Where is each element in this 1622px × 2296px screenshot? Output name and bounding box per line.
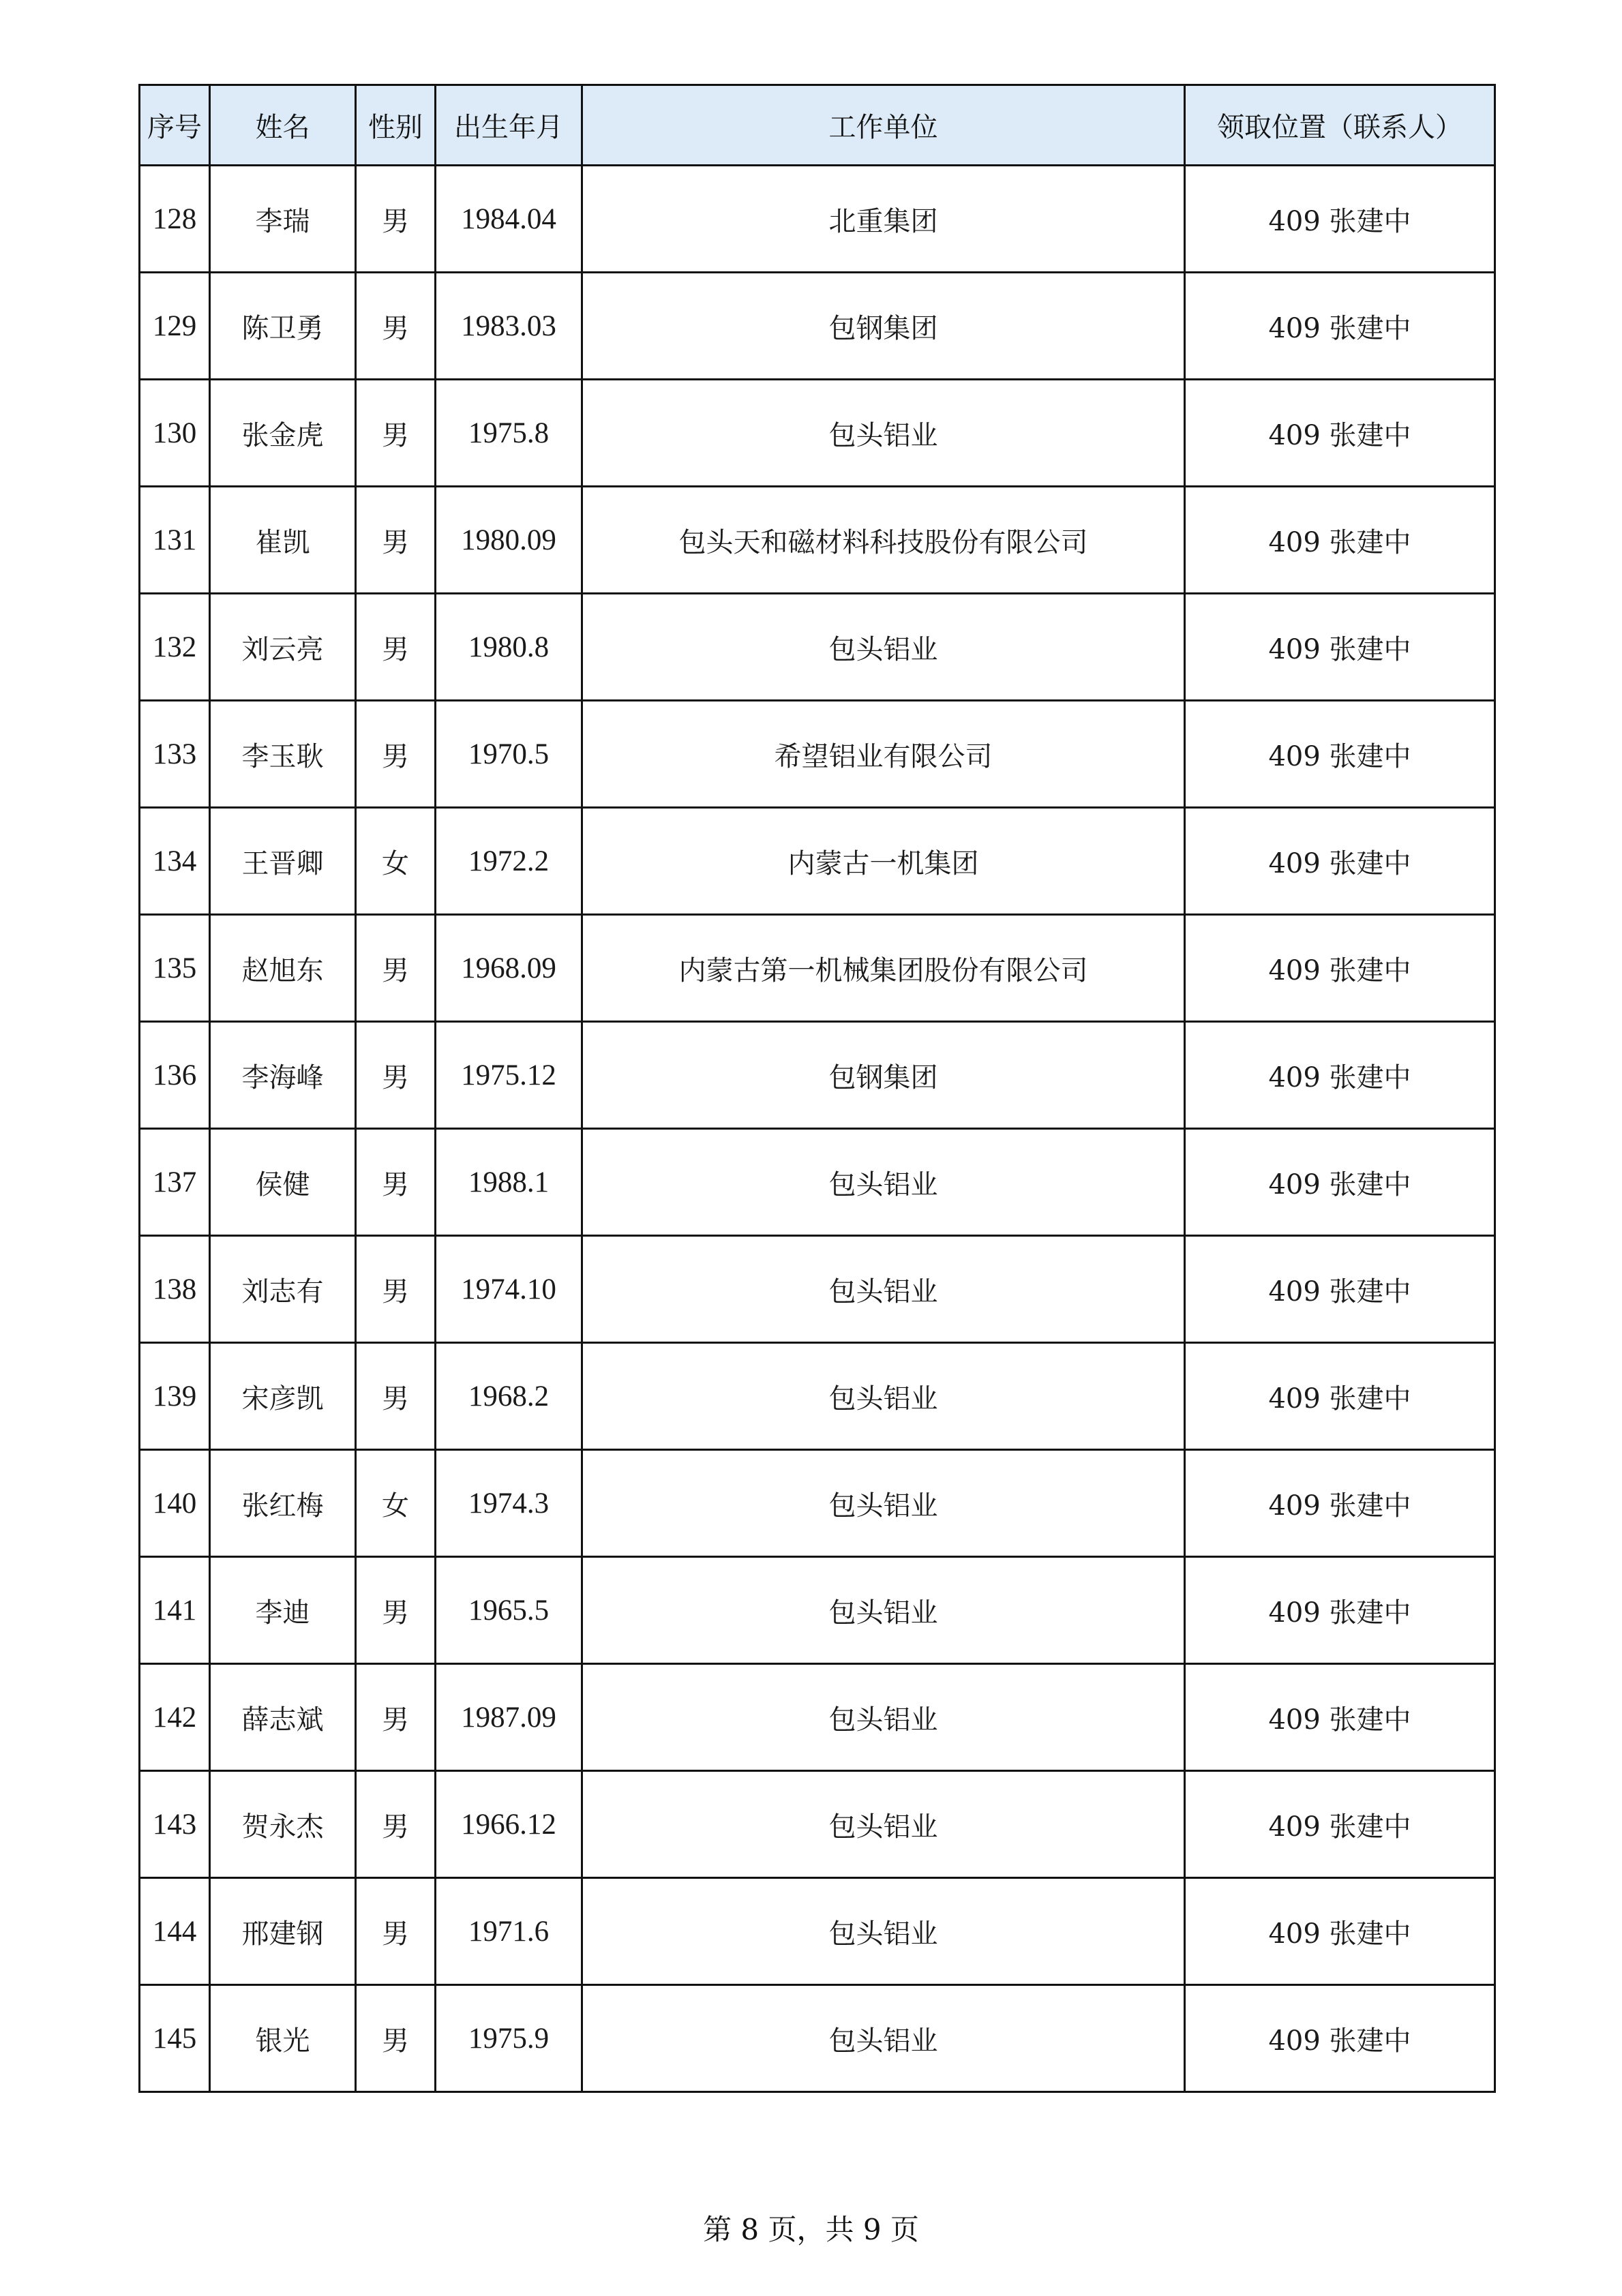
cell-name: 崔凯 — [210, 487, 356, 594]
cell-name: 侯健 — [210, 1129, 356, 1236]
cell-name: 银光 — [210, 1985, 356, 2092]
cell-pickup: 409 张建中 — [1185, 166, 1495, 273]
cell-name: 赵旭东 — [210, 915, 356, 1022]
cell-name: 李玉耿 — [210, 701, 356, 808]
cell-birth: 1970.5 — [436, 701, 582, 808]
table-row — [140, 594, 1495, 701]
cell-name: 刘志有 — [210, 1236, 356, 1343]
cell-unit: 包头铝业 — [582, 1236, 1185, 1343]
cell-serial: 132 — [140, 594, 210, 701]
cell-unit: 北重集团 — [582, 166, 1185, 273]
table-row — [140, 1771, 1495, 1878]
cell-serial: 135 — [140, 915, 210, 1022]
cell-birth: 1966.12 — [436, 1771, 582, 1878]
header-name: 姓名 — [210, 85, 356, 166]
cell-birth: 1980.09 — [436, 487, 582, 594]
cell-name: 张金虎 — [210, 380, 356, 487]
cell-birth: 1975.9 — [436, 1985, 582, 2092]
cell-pickup: 409 张建中 — [1185, 1450, 1495, 1557]
table-row — [140, 1343, 1495, 1450]
cell-gender: 男 — [356, 1236, 436, 1343]
cell-name: 王晋卿 — [210, 808, 356, 915]
cell-birth: 1968.09 — [436, 915, 582, 1022]
cell-serial: 141 — [140, 1557, 210, 1664]
cell-unit: 包头铝业 — [582, 594, 1185, 701]
table-row — [140, 1557, 1495, 1664]
cell-pickup: 409 张建中 — [1185, 1022, 1495, 1129]
cell-serial: 145 — [140, 1985, 210, 2092]
table-row — [140, 701, 1495, 808]
cell-birth: 1965.5 — [436, 1557, 582, 1664]
cell-unit: 包头天和磁材料科技股份有限公司 — [582, 487, 1185, 594]
cell-serial: 142 — [140, 1664, 210, 1771]
cell-gender: 男 — [356, 380, 436, 487]
cell-gender: 男 — [356, 273, 436, 380]
cell-unit: 包头铝业 — [582, 1129, 1185, 1236]
cell-pickup: 409 张建中 — [1185, 1878, 1495, 1985]
cell-birth: 1971.6 — [436, 1878, 582, 1985]
cell-pickup: 409 张建中 — [1185, 594, 1495, 701]
cell-pickup: 409 张建中 — [1185, 487, 1495, 594]
cell-birth: 1974.10 — [436, 1236, 582, 1343]
cell-gender: 男 — [356, 1878, 436, 1985]
cell-gender: 男 — [356, 594, 436, 701]
cell-gender: 男 — [356, 701, 436, 808]
table-row — [140, 808, 1495, 915]
cell-name: 张红梅 — [210, 1450, 356, 1557]
cell-serial: 138 — [140, 1236, 210, 1343]
table-row — [140, 273, 1495, 380]
header-serial: 序号 — [140, 85, 210, 166]
cell-serial: 133 — [140, 701, 210, 808]
cell-unit: 包头铝业 — [582, 1343, 1185, 1450]
cell-unit: 包头铝业 — [582, 1450, 1185, 1557]
table-row — [140, 166, 1495, 273]
cell-name: 陈卫勇 — [210, 273, 356, 380]
cell-pickup: 409 张建中 — [1185, 1557, 1495, 1664]
cell-serial: 140 — [140, 1450, 210, 1557]
cell-pickup: 409 张建中 — [1185, 1771, 1495, 1878]
cell-birth: 1984.04 — [436, 166, 582, 273]
cell-pickup: 409 张建中 — [1185, 380, 1495, 487]
cell-gender: 男 — [356, 1129, 436, 1236]
header-birth: 出生年月 — [436, 85, 582, 166]
cell-gender: 女 — [356, 808, 436, 915]
table-row — [140, 1236, 1495, 1343]
cell-birth: 1975.8 — [436, 380, 582, 487]
cell-name: 薛志斌 — [210, 1664, 356, 1771]
cell-unit: 包钢集团 — [582, 273, 1185, 380]
cell-unit: 包头铝业 — [582, 1664, 1185, 1771]
cell-gender: 男 — [356, 1557, 436, 1664]
cell-unit: 希望铝业有限公司 — [582, 701, 1185, 808]
table-row — [140, 1022, 1495, 1129]
cell-unit: 包头铝业 — [582, 1985, 1185, 2092]
cell-birth: 1974.3 — [436, 1450, 582, 1557]
cell-birth: 1983.03 — [436, 273, 582, 380]
roster-sheet — [138, 84, 1494, 2093]
cell-name: 宋彦凯 — [210, 1343, 356, 1450]
cell-birth: 1975.12 — [436, 1022, 582, 1129]
cell-unit: 包头铝业 — [582, 1878, 1185, 1985]
header-pickup: 领取位置（联系人） — [1185, 85, 1495, 166]
table-row — [140, 1664, 1495, 1771]
cell-unit: 包头铝业 — [582, 380, 1185, 487]
cell-gender: 男 — [356, 1343, 436, 1450]
cell-gender: 男 — [356, 1022, 436, 1129]
table-row — [140, 1985, 1495, 2092]
table-row — [140, 380, 1495, 487]
cell-name: 李海峰 — [210, 1022, 356, 1129]
cell-unit: 内蒙古第一机械集团股份有限公司 — [582, 915, 1185, 1022]
cell-gender: 男 — [356, 166, 436, 273]
cell-birth: 1988.1 — [436, 1129, 582, 1236]
cell-pickup: 409 张建中 — [1185, 1236, 1495, 1343]
cell-unit: 包钢集团 — [582, 1022, 1185, 1129]
cell-gender: 男 — [356, 1771, 436, 1878]
roster-table — [138, 84, 1496, 2093]
cell-name: 邢建钢 — [210, 1878, 356, 1985]
cell-gender: 女 — [356, 1450, 436, 1557]
cell-gender: 男 — [356, 1664, 436, 1771]
cell-pickup: 409 张建中 — [1185, 1664, 1495, 1771]
header-row — [140, 85, 1495, 166]
cell-pickup: 409 张建中 — [1185, 273, 1495, 380]
cell-pickup: 409 张建中 — [1185, 1985, 1495, 2092]
cell-pickup: 409 张建中 — [1185, 1129, 1495, 1236]
table-row — [140, 915, 1495, 1022]
cell-unit: 包头铝业 — [582, 1771, 1185, 1878]
cell-name: 刘云亮 — [210, 594, 356, 701]
header-unit: 工作单位 — [582, 85, 1185, 166]
cell-serial: 130 — [140, 380, 210, 487]
cell-birth: 1972.2 — [436, 808, 582, 915]
cell-serial: 143 — [140, 1771, 210, 1878]
cell-unit: 内蒙古一机集团 — [582, 808, 1185, 915]
cell-birth: 1987.09 — [436, 1664, 582, 1771]
cell-birth: 1980.8 — [436, 594, 582, 701]
table-body — [140, 166, 1495, 2092]
cell-serial: 139 — [140, 1343, 210, 1450]
cell-pickup: 409 张建中 — [1185, 701, 1495, 808]
header-gender: 性别 — [356, 85, 436, 166]
page-footer: 第 8 页，共 9 页 — [703, 2213, 919, 2246]
cell-name: 李迪 — [210, 1557, 356, 1664]
cell-pickup: 409 张建中 — [1185, 915, 1495, 1022]
cell-pickup: 409 张建中 — [1185, 808, 1495, 915]
cell-serial: 137 — [140, 1129, 210, 1236]
cell-serial: 129 — [140, 273, 210, 380]
cell-serial: 131 — [140, 487, 210, 594]
table-row — [140, 1878, 1495, 1985]
cell-birth: 1968.2 — [436, 1343, 582, 1450]
table-row — [140, 1450, 1495, 1557]
cell-serial: 134 — [140, 808, 210, 915]
cell-name: 李瑞 — [210, 166, 356, 273]
cell-serial: 128 — [140, 166, 210, 273]
cell-gender: 男 — [356, 487, 436, 594]
cell-serial: 136 — [140, 1022, 210, 1129]
table-header — [140, 85, 1495, 166]
cell-unit: 包头铝业 — [582, 1557, 1185, 1664]
cell-name: 贺永杰 — [210, 1771, 356, 1878]
table-row — [140, 487, 1495, 594]
cell-pickup: 409 张建中 — [1185, 1343, 1495, 1450]
cell-gender: 男 — [356, 915, 436, 1022]
cell-gender: 男 — [356, 1985, 436, 2092]
cell-serial: 144 — [140, 1878, 210, 1985]
table-row — [140, 1129, 1495, 1236]
